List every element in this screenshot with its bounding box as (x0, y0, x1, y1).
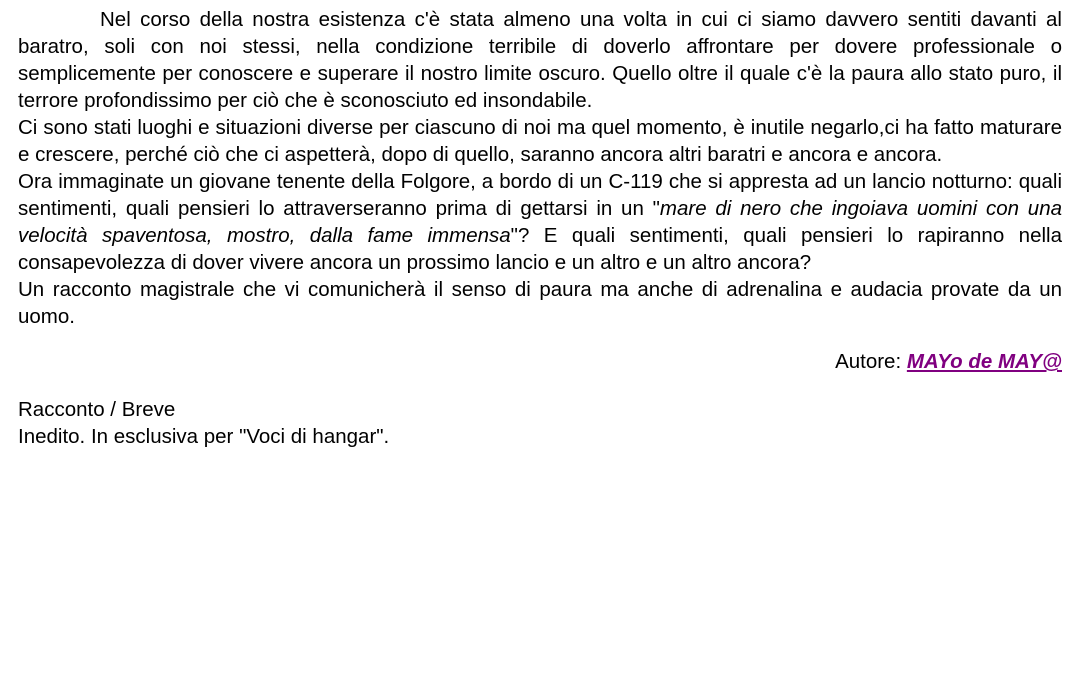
author-link[interactable]: MAYo de MAY@ (906, 350, 1062, 373)
story-note: Inedito. In esclusiva per "Voci di hangar". (18, 425, 390, 448)
author-line (18, 348, 1062, 375)
article-body (18, 6, 1062, 450)
intro-paragraph: Nel corso della nostra esistenza c'è stata almeno una volta in cui ci siamo davvero sentiti davanti al baratro, soli con noi stessi, nella condizione terribile di doverlo affrontare per dovere professionale o semplicemente per conoscere e superare il nostro limite oscuro. Quello oltre il quale c'è la paura allo stato puro, il terrore profondissimo per ciò che è sconosciuto ed insondabile. (18, 8, 1062, 112)
third-paragraph-start: Ora immaginate un giovane tenente della Folgore, a bordo di un C-119 che si appresta ad un lancio notturno: quali sentimenti, quali pensieri lo attraverseranno prima di gettarsi in un " (18, 170, 1062, 220)
author-label: Autore: (835, 350, 907, 373)
third-paragraph (18, 168, 1062, 276)
story-meta (18, 396, 1062, 450)
third-paragraph-end: "? E quali sentimenti, quali pensieri lo rapiranno nella consapevolezza di dover vivere ancora un prossimo lancio e un altro e un altro ancora? (18, 224, 1062, 274)
quoted-text: mare di nero che ingoiava uomini con una velocità spaventosa, mostro, dalla fame immensa (18, 197, 1062, 247)
fourth-paragraph: Un racconto magistrale che vi comunicherà il senso di paura ma anche di adrenalina e audacia provate da un uomo. (18, 278, 1062, 328)
second-paragraph: Ci sono stati luoghi e situazioni diverse per ciascuno di noi ma quel momento, è inutile negarlo,ci ha fatto maturare e crescere, perché ciò che ci aspetterà, dopo di quello, saranno ancora altri baratri e ancora e ancora. (18, 116, 1062, 166)
story-category: Racconto / Breve (18, 398, 176, 421)
